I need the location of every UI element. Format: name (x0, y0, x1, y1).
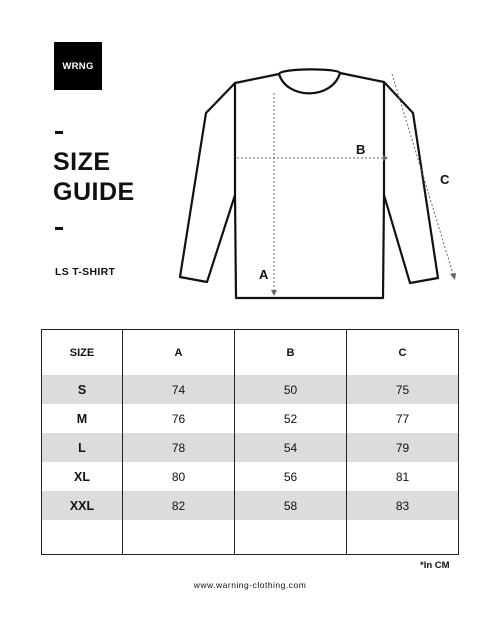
size-cell: M (42, 404, 123, 433)
header-a: A (123, 330, 235, 376)
size-table (41, 329, 459, 555)
shirt-collar-inner (279, 69, 340, 74)
product-name: LS T-SHIRT (55, 266, 116, 278)
table-row-empty (42, 520, 459, 555)
b-cell: 52 (235, 404, 347, 433)
c-cell: 77 (347, 404, 459, 433)
measure-b-arrow (383, 155, 388, 161)
c-cell: 81 (347, 462, 459, 491)
measure-a-label: A (259, 267, 269, 282)
empty-cell (347, 520, 459, 555)
b-cell: 50 (235, 375, 347, 404)
header-c: C (347, 330, 459, 376)
footer-url[interactable]: www.warning-clothing.com (193, 580, 307, 590)
table-row (42, 404, 459, 433)
shirt-collar-outer (279, 73, 340, 93)
table-row (42, 491, 459, 520)
b-cell: 58 (235, 491, 347, 520)
measure-a-arrow (271, 290, 277, 296)
title-line-1: SIZE (53, 148, 111, 176)
size-cell: XXL (42, 491, 123, 520)
table-row (42, 375, 459, 404)
a-cell: 76 (123, 404, 235, 433)
b-cell: 54 (235, 433, 347, 462)
size-cell: XL (42, 462, 123, 491)
c-cell: 75 (347, 375, 459, 404)
shirt-body-outline (180, 73, 438, 298)
title-line-2: GUIDE (53, 178, 135, 206)
empty-cell (42, 520, 123, 555)
unit-note: *In CM (420, 560, 450, 571)
a-cell: 74 (123, 375, 235, 404)
logo-text: WRNG (62, 60, 94, 72)
a-cell: 80 (123, 462, 235, 491)
header-b: B (235, 330, 347, 376)
empty-cell (123, 520, 235, 555)
table-header-row (42, 330, 459, 376)
b-cell: 56 (235, 462, 347, 491)
a-cell: 78 (123, 433, 235, 462)
c-cell: 79 (347, 433, 459, 462)
measure-b-label: B (356, 142, 366, 157)
table-row (42, 433, 459, 462)
size-cell: S (42, 375, 123, 404)
a-cell: 82 (123, 491, 235, 520)
header-size: SIZE (42, 330, 123, 376)
measure-c-arrow (450, 273, 456, 280)
table-row (42, 462, 459, 491)
size-cell: L (42, 433, 123, 462)
empty-cell (235, 520, 347, 555)
measure-c-label: C (440, 172, 450, 187)
c-cell: 83 (347, 491, 459, 520)
